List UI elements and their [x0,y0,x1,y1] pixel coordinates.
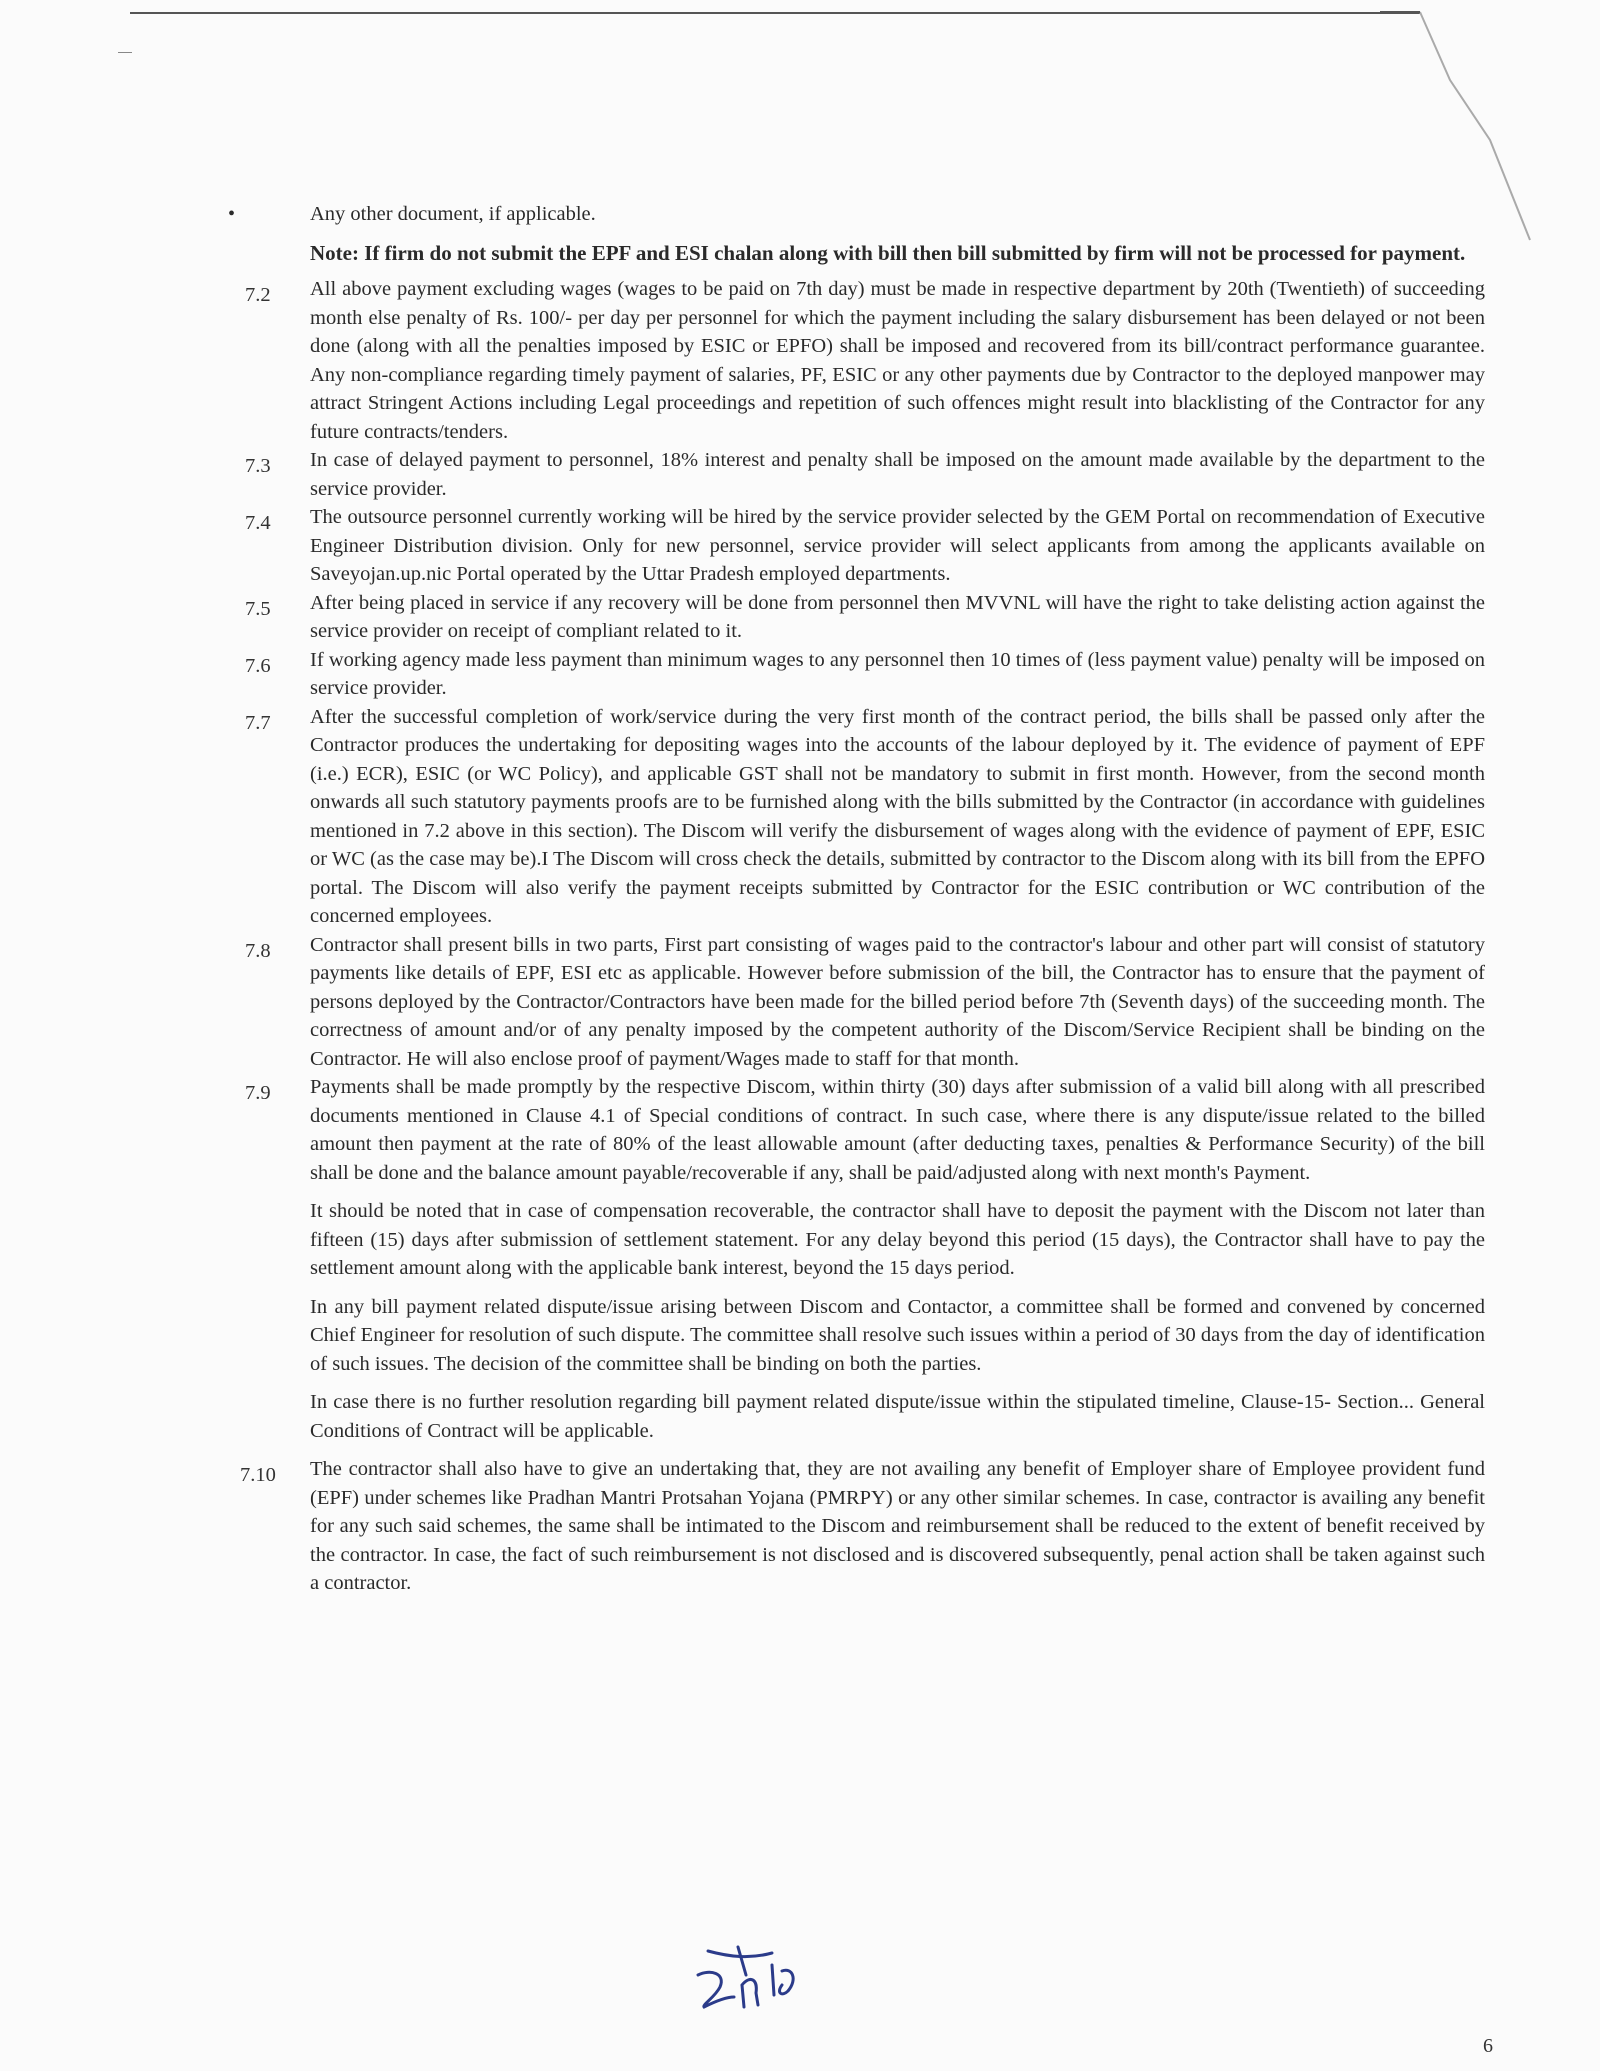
clause-7-6 [240,646,1485,703]
clause-7-3 [240,446,1485,503]
clause-number: 7.7 [245,711,271,734]
clause-number: 7.5 [245,597,271,620]
clause-number: 7.10 [240,1464,276,1486]
clause-text: Contractor shall present bills in two parts, First part consisting of wages paid to the contractor's labour and other part will consist of statutory payments like details of EPF, ESI etc as applicable. However before submission of the bill, the Contractor has to ensure that the payment of persons deployed by the Contractor/Contractors have been made for the billed period before 7th (Seventh days) of the succeeding month. The correctness of amount and/or of any penalty imposed by the competent authority of the Discom/Service Recipient shall be binding on the Contractor. He will also enclose proof of payment/Wages made to staff for that month. [310,933,1485,1070]
clause-7-4 [240,503,1485,589]
clause-7-10 [240,1455,1485,1598]
clause-number: 7.4 [245,512,271,534]
clause-7-2 [240,275,1485,446]
handwritten-signature [690,1935,820,2015]
bullet-dot: • [228,203,236,225]
clause-text: The outsource personnel currently working will be hired by the service provider selected by the GEM Portal on recommendation of Executive Engineer Distribution division. Only for new personnel, service provider will select applicants from among the applicants available on Saveyojan.up.nic Portal operated by the Uttar Pradesh employed departments. [310,506,1485,585]
top-rule [130,12,1420,14]
clause-text: All above payment excluding wages (wages to be paid on 7th day) must be made in respective department by 20th (Twentieth) of succeeding month else penalty of Rs. 100/- per day per personnel for which the payment including the salary disbursement has been delayed or not been done (along with all the penalties imposed by ESIC or EPFO) shall be imposed and recovered from its bill/contract performance guarantee. Any non-compliance regarding timely payment of salaries, PF, ESIC or any other payments due by Contractor to the deployed manpower may attract Stringent Actions including Legal proceedings and repetition of such offences might result into blacklisting of the Contractor for any future contracts/tenders. [310,278,1485,443]
clause-text: If working agency made less payment than minimum wages to any personnel then 10 times of (less payment value) penalty will be imposed on service provider. [310,648,1485,699]
clause-7-5 [240,589,1485,646]
clause-7-8 [240,931,1485,1074]
clause-text: After the successful completion of work/service during the very first month of the contract period, the bills shall be passed only after the Contractor produces the undertaking for depositing wages into the accounts of the labour deployed by it. The evidence of payment of EPF (i.e.) ECR), ESIC (or WC Policy), and applicable GST shall not be mandatory to submit in first month. However, from the second month onwards all such statutory payments proofs are to be furnished along with the bills submitted by the Contractor (in accordance with guidelines mentioned in 7.2 above in this section). The Discom will verify the disbursement of wages along with the evidence of payment of EPF, ESIC or WC (as the case may be).I The Discom will cross check the details, submitted by contractor to the Discom along with its bill from the EPFO portal. The Discom will also verify the payment receipts submitted by Contractor for the ESIC contribution or WC contribution of the concerned employees. [310,705,1485,927]
clause-7-9 [240,1073,1485,1187]
clause-number: 7.2 [245,284,271,306]
note-text: Note: If firm do not submit the EPF and ESI chalan along with bill then bill submitted by firm will not be processed for payment. [310,240,1466,265]
document-body [228,200,1485,1598]
clause-text: Payments shall be made promptly by the respective Discom, within thirty (30) days after submission of a valid bill along with all prescribed documents mentioned in Clause 4.1 of Special conditions of contract. In such case, where there is any dispute/issue related to the billed amount then payment at the rate of 80% of the least allowable amount (after deducting taxes, penalties & Performance Security) of the bill shall be done and the balance amount payable/recoverable if any, shall be paid/adjusted along with next month's Payment. [310,1076,1485,1184]
clause-number: 7.9 [245,1082,271,1104]
clause-number: 7.6 [245,654,271,677]
clause-text: The contractor shall also have to give an undertaking that, they are not availing any benefit of Employer share of Employee provident fund (EPF) under schemes like Pradhan Mantri Protsahan Yojana (PMRPY) or any other similar schemes. In case, contractor is availing any benefit for any such said schemes, the same shall be intimated to the Discom and reimbursement shall be reduced to the extent of benefit received by the contractor. In case, the fact of such reimbursement is not disclosed and is discovered subsequently, penal action shall be taken against such a contractor. [310,1458,1485,1594]
clause-7-9-paragraph: In any bill payment related dispute/issue arising between Discom and Contactor, a committee shall be formed and convened by concerned Chief Engineer for resolution of such dispute. The committee shall resolve such issues within a period of 30 days from the day of identification of such issues. The decision of the committee shall be binding on both the parties. [310,1295,1485,1375]
clause-7-9-paragraph: It should be noted that in case of compensation recoverable, the contractor shall have to deposit the payment with the Discom not later than fifteen (15) days after submission of settlement statement. For any delay beyond this period (15 days), the Contractor shall have to pay the settlement amount along with the applicable bank interest, beyond the 15 days period. [310,1200,1485,1279]
clause-number: 7.8 [245,939,271,962]
clause-7-7 [240,703,1485,931]
margin-mark [118,52,132,53]
bullet-item [228,200,1485,229]
clause-text: After being placed in service if any recovery will be done from personnel then MVVNL will have the right to take delisting action against the service provider on receipt of compliant related to it. [310,591,1485,642]
clause-7-9-paragraph: In case there is no further resolution regarding bill payment related dispute/issue within the stipulated timeline, Clause-15- Section... General Conditions of Contract will be applicable. [310,1391,1485,1442]
page-number: 6 [1483,2035,1493,2057]
clause-number: 7.3 [245,455,271,477]
bullet-text: Any other document, if applicable. [310,203,596,225]
clause-text: In case of delayed payment to personnel, 18% interest and penalty shall be imposed on the amount made available by the department to the service provider. [310,449,1485,500]
